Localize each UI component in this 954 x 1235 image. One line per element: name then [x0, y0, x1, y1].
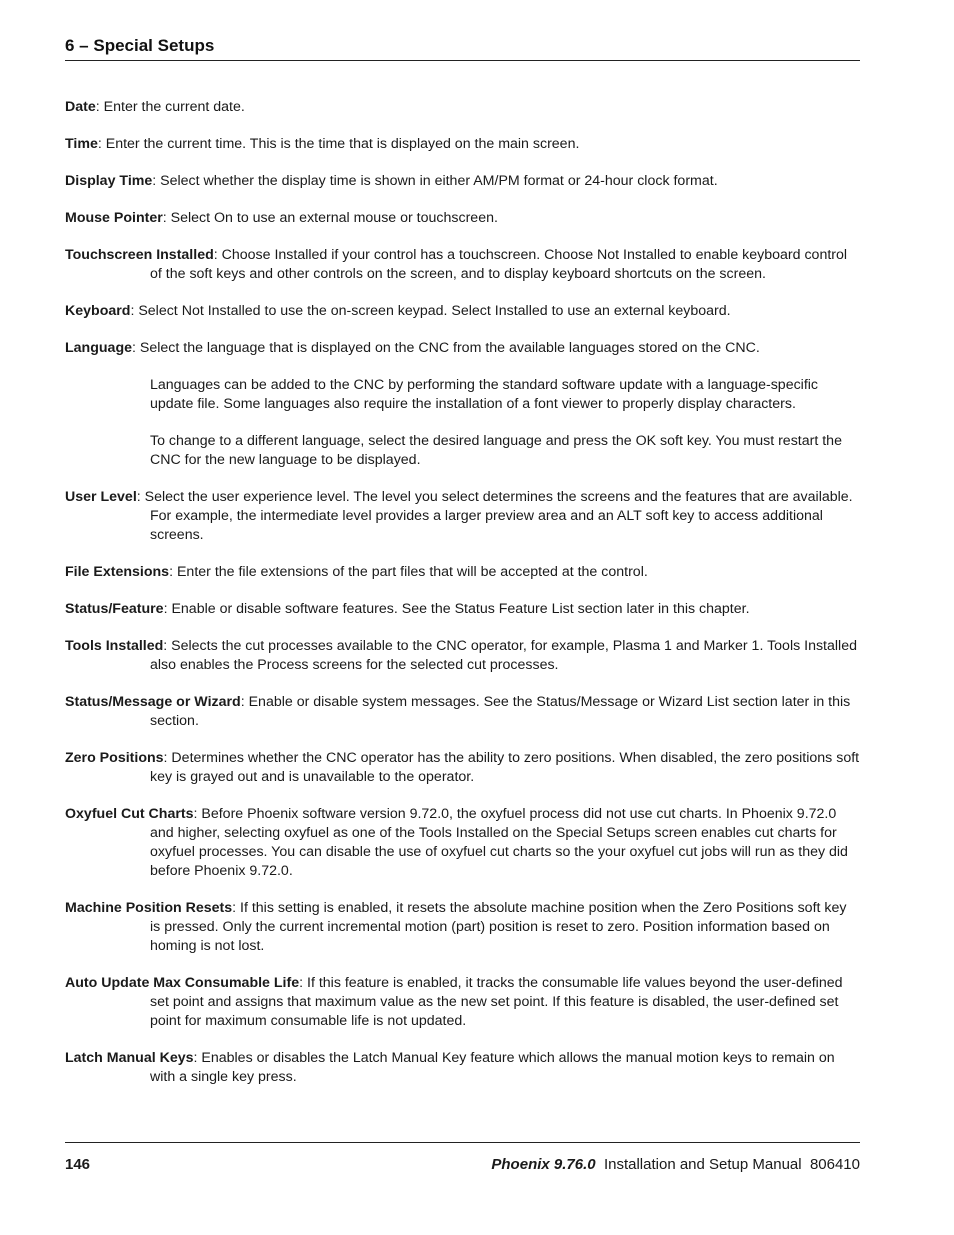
entry-desc: : Choose Installed if your control has a touchscreen. Choose Not Installed to enable keyboard control of the soft keys and other controls on the screen, and to display keyboard shortcuts on the screen. — [150, 247, 848, 282]
entry-desc: : Select whether the display time is shown in either AM/PM format or 24-hour clock format. — [152, 173, 718, 189]
entry-keyboard — [65, 302, 860, 321]
page-number: 146 — [65, 1156, 91, 1173]
entry-desc: : If this setting is enabled, it resets the absolute machine position when the Zero Positions soft key is pressed. Only the current incremental motion (part) position is reset to zero. Position information based on homing is not lost. — [150, 900, 847, 954]
entry-language — [65, 339, 860, 358]
entry-desc: : Select the user experience level. The level you select determines the screens and the features that are available. For example, the intermediate level provides a larger preview area and an ALT soft key to access additional screens. — [136, 489, 853, 543]
entry-term: User Level — [65, 489, 137, 505]
entry-term: Mouse Pointer — [65, 210, 163, 226]
entry-term: Zero Positions — [65, 750, 164, 766]
entry-mouse-pointer — [65, 209, 860, 228]
entry-desc: : Enables or disables the Latch Manual Key feature which allows the manual motion keys to remain on with a single key press. — [150, 1050, 835, 1085]
page-content — [65, 98, 860, 1105]
entry-term: Display Time — [65, 173, 153, 189]
entry-file-extensions — [65, 563, 860, 582]
entry-user-level — [65, 488, 860, 545]
entry-desc: : If this feature is enabled, it tracks the consumable life values beyond the user-defined set point and assigns that maximum value as the new set point. If this feature is disabled, the user-defined set point for maximum consumable life is not updated. — [150, 975, 843, 1029]
entry-term: Latch Manual Keys — [65, 1050, 194, 1066]
entry-desc: : Enable or disable software features. See the Status Feature List section later in this chapter. — [163, 601, 750, 617]
entry-term: Time — [65, 136, 98, 152]
entry-zero-positions — [65, 749, 860, 787]
entry-desc: : Determines whether the CNC operator has the ability to zero positions. When disabled, the zero positions soft key is grayed out and is unavailable to the operator. — [150, 750, 860, 785]
entry-term: Auto Update Max Consumable Life — [65, 975, 300, 991]
entry-term: Tools Installed — [65, 638, 164, 654]
entry-term: Touchscreen Installed — [65, 247, 214, 263]
entry-term: Status/Feature — [65, 601, 164, 617]
manual-title: Installation and Setup Manual — [603, 1156, 802, 1173]
entry-desc: : Before Phoenix software version 9.72.0, the oxyfuel process did not use cut charts. In Phoenix 9.72.0 and higher, selecting oxyfuel as one of the Tools Installed on the Special Setups screen enables cut charts for oxyfuel processes. You can disable the use of oxyfuel cut charts so the your oxyfuel cut jobs will run as they did before Phoenix 9.72.0. — [150, 806, 848, 879]
entry-desc: : Enable or disable system messages. See the Status/Message or Wizard List section later in this section. — [150, 694, 851, 729]
entry-term: File Extensions — [65, 564, 170, 580]
page-footer — [65, 1142, 860, 1173]
entry-tools-installed — [65, 637, 860, 675]
entry-desc: : Select the language that is displayed on the CNC from the available languages stored on the CNC. — [132, 340, 760, 356]
entry-desc: : Selects the cut processes available to the CNC operator, for example, Plasma 1 and Marker 1. Tools Installed also enables the Process screens for the selected cut processes. — [150, 638, 857, 673]
entry-touchscreen-installed — [65, 246, 860, 284]
entry-desc: : Enter the current date. — [95, 99, 245, 115]
entry-term: Keyboard — [65, 303, 131, 319]
entry-oxyfuel-cut-charts — [65, 805, 860, 881]
entry-time — [65, 135, 860, 154]
language-note: Languages can be added to the CNC by performing the standard software update with a language-specific update file. Some languages also require the installation of a font viewer to properly display characters. — [150, 377, 819, 412]
part-number: 806410 — [809, 1156, 860, 1173]
entry-auto-update-max-consumable-life — [65, 974, 860, 1031]
entry-term: Date — [65, 99, 96, 115]
entry-term: Language — [65, 340, 133, 356]
page-header — [65, 36, 860, 61]
entry-status-message-wizard — [65, 693, 860, 731]
entry-desc: : Enter the file extensions of the part files that will be accepted at the control. — [169, 564, 648, 580]
product-name: Phoenix 9.76.0 — [491, 1156, 596, 1173]
entry-desc: : Select On to use an external mouse or touchscreen. — [162, 210, 498, 226]
entry-desc: : Enter the current time. This is the time that is displayed on the main screen. — [97, 136, 580, 152]
entry-display-time — [65, 172, 860, 191]
entry-machine-position-resets — [65, 899, 860, 956]
section-title: 6 – Special Setups — [65, 36, 215, 55]
entry-status-feature — [65, 600, 860, 619]
manual-info — [491, 1156, 860, 1173]
entry-latch-manual-keys — [65, 1049, 860, 1087]
entry-term: Machine Position Resets — [65, 900, 233, 916]
language-note: To change to a different language, select the desired language and press the OK soft key. You must restart the CNC for the new language to be displayed. — [150, 433, 842, 468]
entry-term: Status/Message or Wizard — [65, 694, 241, 710]
entry-term: Oxyfuel Cut Charts — [65, 806, 194, 822]
entry-desc: : Select Not Installed to use the on-screen keypad. Select Installed to use an external keyboard. — [130, 303, 731, 319]
entry-date — [65, 98, 860, 117]
